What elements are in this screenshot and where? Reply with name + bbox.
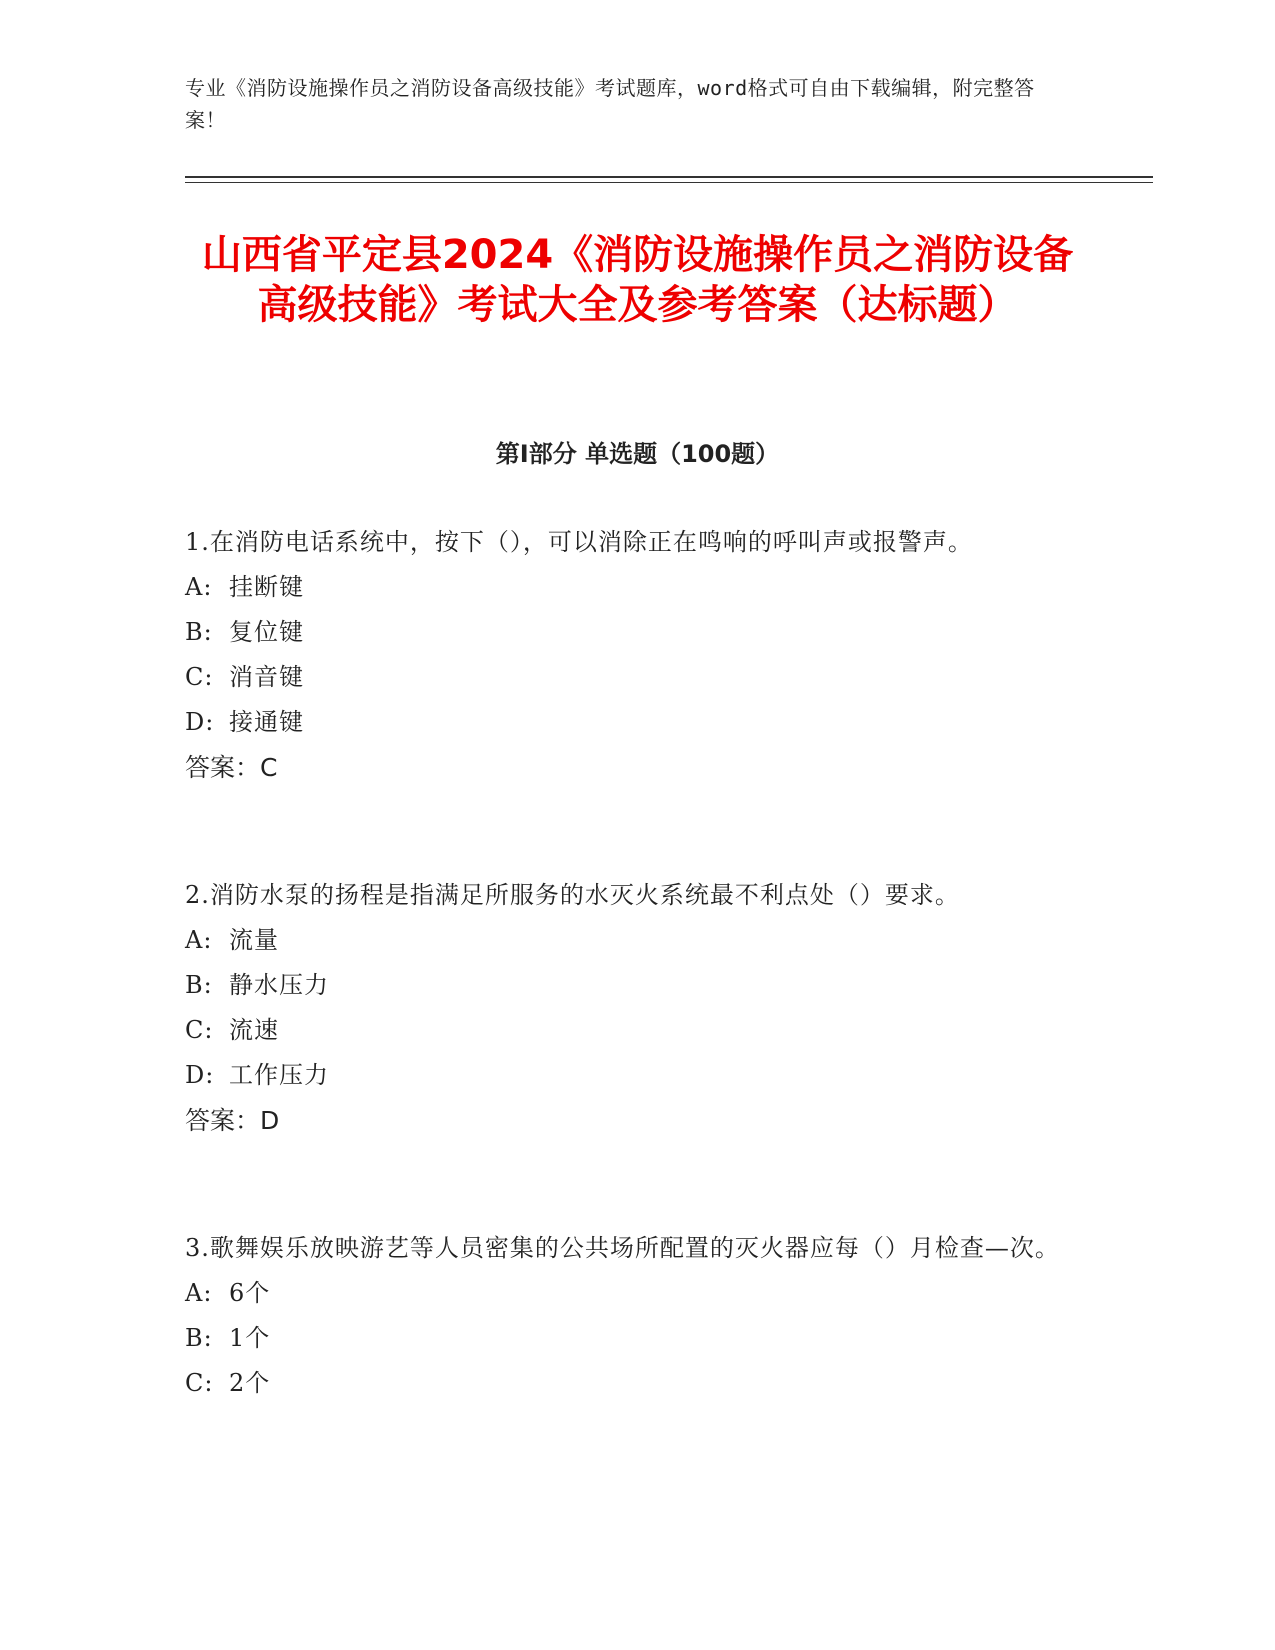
option-a bbox=[185, 565, 1065, 610]
option-key: B: bbox=[185, 618, 213, 646]
option-key: A: bbox=[185, 573, 213, 601]
option-key: B: bbox=[185, 971, 213, 999]
option-b bbox=[185, 963, 1065, 1008]
option-a bbox=[185, 1271, 1065, 1316]
document-title: 山西省平定县2024《消防设施操作员之消防设备高级技能》考试大全及参考答案（达标题） bbox=[201, 232, 1074, 328]
option-key: C: bbox=[185, 1016, 214, 1044]
question-stem: 2.消防水泵的扬程是指满足所服务的水灭火系统最不利点处（）要求。 bbox=[185, 881, 960, 909]
option-key: C: bbox=[185, 1369, 214, 1397]
answer-line: 答案：C bbox=[185, 753, 278, 782]
question-3 bbox=[185, 1226, 1065, 1406]
option-text: 接通键 bbox=[229, 708, 304, 736]
question-1 bbox=[185, 520, 1065, 790]
option-key: C: bbox=[185, 663, 214, 691]
answer-line: 答案：D bbox=[185, 1106, 280, 1135]
option-a bbox=[185, 918, 1065, 963]
option-key: A: bbox=[185, 1279, 213, 1307]
option-key: A: bbox=[185, 926, 213, 954]
question-2 bbox=[185, 873, 1065, 1143]
option-key: B: bbox=[185, 1324, 213, 1352]
section-heading: 第I部分 单选题（100题） bbox=[495, 440, 780, 468]
option-text: 6个 bbox=[229, 1279, 271, 1307]
option-text: 流量 bbox=[229, 926, 279, 954]
option-text: 消音键 bbox=[229, 663, 304, 691]
option-b bbox=[185, 1316, 1065, 1361]
header-divider-thin bbox=[185, 182, 1153, 183]
question-stem: 3.歌舞娱乐放映游艺等人员密集的公共场所配置的灭火器应每（）月检查—次。 bbox=[185, 1234, 1060, 1262]
option-text: 工作压力 bbox=[229, 1061, 329, 1089]
option-text: 复位键 bbox=[229, 618, 304, 646]
option-text: 1个 bbox=[229, 1324, 271, 1352]
option-key: D: bbox=[185, 708, 215, 736]
header-note: 专业《消防设施操作员之消防设备高级技能》考试题库，word格式可自由下载编辑，附完整答案！ bbox=[185, 76, 1035, 132]
option-text: 流速 bbox=[229, 1016, 279, 1044]
option-c bbox=[185, 1361, 1065, 1406]
option-d bbox=[185, 700, 1065, 745]
option-text: 静水压力 bbox=[229, 971, 329, 999]
option-c bbox=[185, 655, 1065, 700]
option-c bbox=[185, 1008, 1065, 1053]
option-b bbox=[185, 610, 1065, 655]
option-key: D: bbox=[185, 1061, 215, 1089]
header-divider bbox=[185, 176, 1153, 178]
option-text: 2个 bbox=[229, 1369, 271, 1397]
option-d bbox=[185, 1053, 1065, 1098]
option-text: 挂断键 bbox=[229, 573, 304, 601]
question-stem: 1.在消防电话系统中，按下（），可以消除正在鸣响的呼叫声或报警声。 bbox=[185, 528, 973, 556]
